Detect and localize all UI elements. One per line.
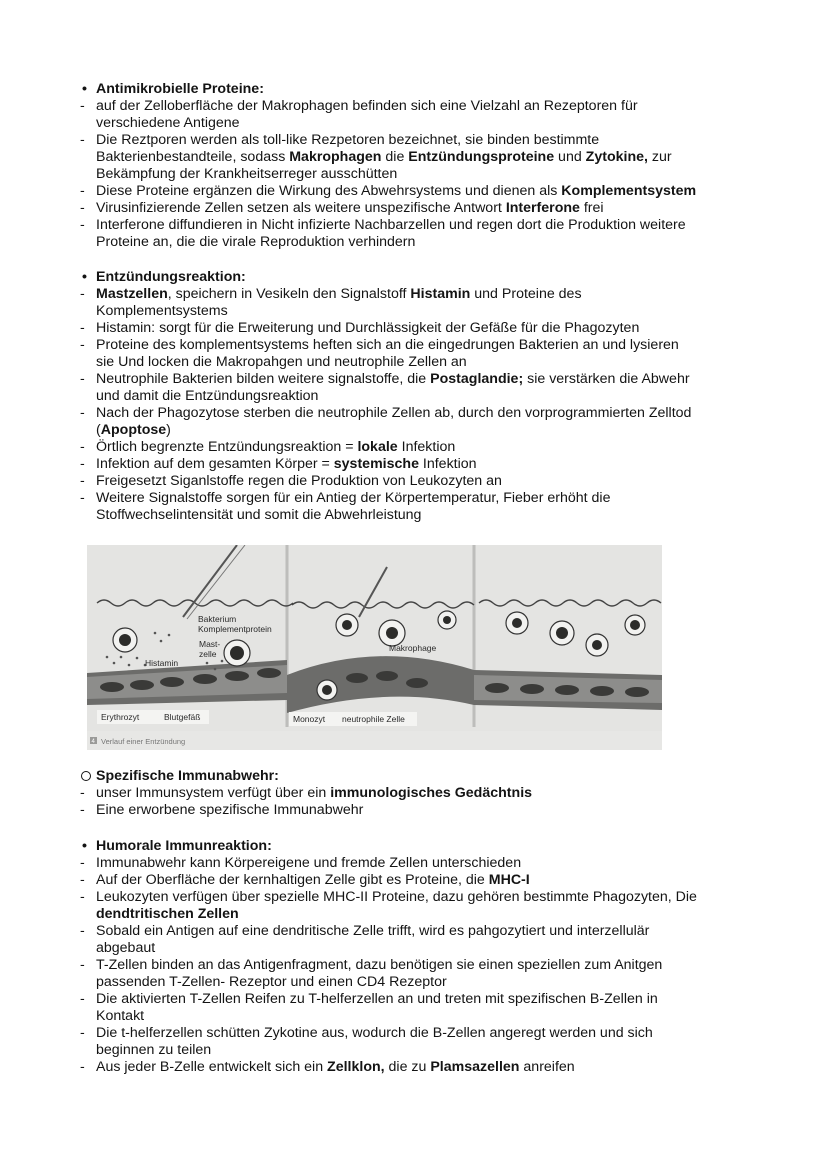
section-entzuendungsreaktion: [80, 269, 760, 524]
list-item: - Neutrophile Bakterien bilden weitere signalstoffe, die Postaglandie; sie verstärken die Abwehr: [80, 371, 690, 387]
list-item-continuation: verschiedene Antigene: [96, 115, 240, 131]
dash-marker: -: [80, 371, 85, 387]
list-item: - Die Reztporen werden als toll-like Rezpetoren bezeichnet, sie binden bestimmte: [80, 132, 600, 148]
list-item: - Nach der Phagozytose sterben die neutrophile Zellen ab, durch den vorprogrammierten Zelltod: [80, 405, 692, 421]
list-item-continuation: passenden T-Zellen- Rezeptor und einen CD4 Rezeptor: [96, 974, 447, 990]
list-item: - Histamin: sorgt für die Erweiterung und Durchlässigkeit der Gefäße für die Phagozyten: [80, 320, 640, 336]
dash-marker: -: [80, 183, 85, 199]
list-item-continuation: Komplementsystems: [96, 303, 228, 319]
list-item: - auf der Zelloberfläche der Makrophagen befinden sich eine Vielzahl an Rezeptoren für: [80, 98, 638, 114]
list-item-continuation: Kontakt: [96, 1008, 145, 1024]
dash-marker: -: [80, 889, 85, 905]
list-item-continuation: Bekämpfung der Krankheitserreger ausschütten: [96, 166, 398, 182]
inflammation-illustration: [87, 545, 662, 750]
list-item-continuation: Stoffwechselintensität und somit die Abwehrleistung: [96, 507, 422, 523]
inflammation-figure: [87, 545, 662, 750]
circle-marker-icon: [81, 771, 91, 781]
list-item: - Auf der Oberfläche der kernhaltigen Zelle gibt es Proteine, die MHC-I: [80, 872, 530, 888]
label-komplementprotein: Komplementprotein: [198, 624, 272, 634]
label-monozyt: Monozyt: [293, 714, 326, 724]
label-neutrophile-zelle: neutrophile Zelle: [342, 714, 405, 724]
label-zelle: zelle: [199, 649, 217, 659]
dash-marker: -: [80, 1025, 85, 1041]
list-item: - Freigesetzt Siganlstoffe regen die Produktion von Leukozyten an: [80, 473, 502, 489]
label-mast: Mast-: [199, 639, 221, 649]
list-item-continuation: Bakterienbestandteile, sodass Makrophagen die Entzündungsproteine und Zytokine, zur: [96, 149, 672, 165]
heading-humorale-immunreaktion: • Humorale Immunreaktion:: [82, 838, 272, 854]
list-item: - Immunabwehr kann Körpereigene und fremde Zellen unterschieden: [80, 855, 522, 871]
list-item: - Eine erworbene spezifische Immunabwehr: [80, 802, 364, 818]
dash-marker: -: [80, 991, 85, 1007]
dash-marker: -: [80, 286, 85, 302]
dash-marker: -: [80, 802, 85, 818]
section-spezifische-immunabwehr: [80, 768, 760, 819]
bullet-marker: •: [82, 81, 87, 97]
dash-marker: -: [80, 132, 85, 148]
dash-marker: -: [80, 337, 85, 353]
list-item: - Aus jeder B-Zelle entwickelt sich ein Zellklon, die zu Plamsazellen anreifen: [80, 1059, 575, 1075]
section-humorale-immunreaktion: [80, 838, 760, 1076]
list-item-continuation: und damit die Entzündungsreaktion: [96, 388, 319, 404]
list-item-continuation: Proteine an, die die virale Reproduktion verhindern: [96, 234, 416, 250]
list-item-continuation: beginnen zu teilen: [96, 1042, 212, 1058]
dash-marker: -: [80, 923, 85, 939]
dash-marker: -: [80, 217, 85, 233]
heading-spezifische-immunabwehr: Spezifische Immunabwehr:: [80, 768, 760, 785]
list-item: - Örtlich begrenzte Entzündungsreaktion = lokale Infektion: [80, 439, 456, 455]
list-item: - Proteine des komplementsystems heften sich an die eingedrungen Bakterien an und lysieren: [80, 337, 679, 353]
dash-marker: -: [80, 490, 85, 506]
dash-marker: -: [80, 872, 85, 888]
list-item: - Interferone diffundieren in Nicht infizierte Nachbarzellen und regen dort die Produktion weitere: [80, 217, 686, 233]
label-makrophage: Makrophage: [389, 643, 437, 653]
dash-marker: -: [80, 98, 85, 114]
dash-marker: -: [80, 456, 85, 472]
dash-marker: -: [80, 405, 85, 421]
label-bakterium: Bakterium: [198, 614, 237, 624]
dash-marker: -: [80, 320, 85, 336]
heading-entzuendungsreaktion: • Entzündungsreaktion:: [82, 269, 246, 285]
dash-marker: -: [80, 855, 85, 871]
label-erythrozyt: Erythrozyt: [101, 712, 140, 722]
list-item: - Infektion auf dem gesamten Körper = systemische Infektion: [80, 456, 477, 472]
bullet-marker: •: [82, 838, 87, 854]
list-item-continuation: abgebaut: [96, 940, 156, 956]
list-item-continuation: sie Und locken die Makropahgen und neutrophile Zellen an: [96, 354, 467, 370]
label-blutgefaess: Blutgefäß: [164, 712, 201, 722]
list-item: - Virusinfizierende Zellen setzen als weitere unspezifische Antwort Interferone frei: [80, 200, 604, 216]
list-item: - Diese Proteine ergänzen die Wirkung des Abwehrsystems und dienen als Komplementsystem: [80, 183, 697, 199]
dash-marker: -: [80, 200, 85, 216]
dash-marker: -: [80, 785, 85, 801]
section-antimikrobielle-proteine: [80, 81, 760, 251]
caption-number: 4: [91, 739, 95, 745]
label-histamin: Histamin: [145, 658, 179, 668]
list-item: - Leukozyten verfügen über spezielle MHC-II Proteine, dazu gehören bestimmte Phagozyten, Die: [80, 889, 697, 905]
dash-marker: -: [80, 439, 85, 455]
dash-marker: -: [80, 473, 85, 489]
list-item-continuation: (Apoptose): [96, 422, 171, 438]
heading-antimikrobielle-proteine: • Antimikrobielle Proteine:: [82, 81, 264, 97]
list-item: - T-Zellen binden an das Antigenfragment, dazu benötigen sie einen speziellen zum Anitgen: [80, 957, 663, 973]
list-item: - unser Immunsystem verfügt über ein immunologisches Gedächtnis: [80, 785, 533, 801]
list-item: - Die aktivierten T-Zellen Reifen zu T-helferzellen an und treten mit spezifischen B-Zellen in: [80, 991, 658, 1007]
list-item: - Mastzellen, speichern in Vesikeln den Signalstoff Histamin und Proteine des: [80, 286, 582, 302]
list-item: - Weitere Signalstoffe sorgen für ein Antieg der Körpertemperatur, Fieber erhöht die: [80, 490, 611, 506]
dash-marker: -: [80, 957, 85, 973]
list-item: - Die t-helferzellen schütten Zykotine aus, wodurch die B-Zellen angeregt werden und sich: [80, 1025, 653, 1041]
list-item-continuation: dendtritischen Zellen: [96, 906, 239, 922]
dash-marker: -: [80, 1059, 85, 1075]
bullet-marker: •: [82, 269, 87, 285]
list-item: - Sobald ein Antigen auf eine dendritische Zelle trifft, wird es pahgozytiert und interzellulär: [80, 923, 650, 939]
figure-caption: Verlauf einer Entzündung: [101, 737, 186, 746]
